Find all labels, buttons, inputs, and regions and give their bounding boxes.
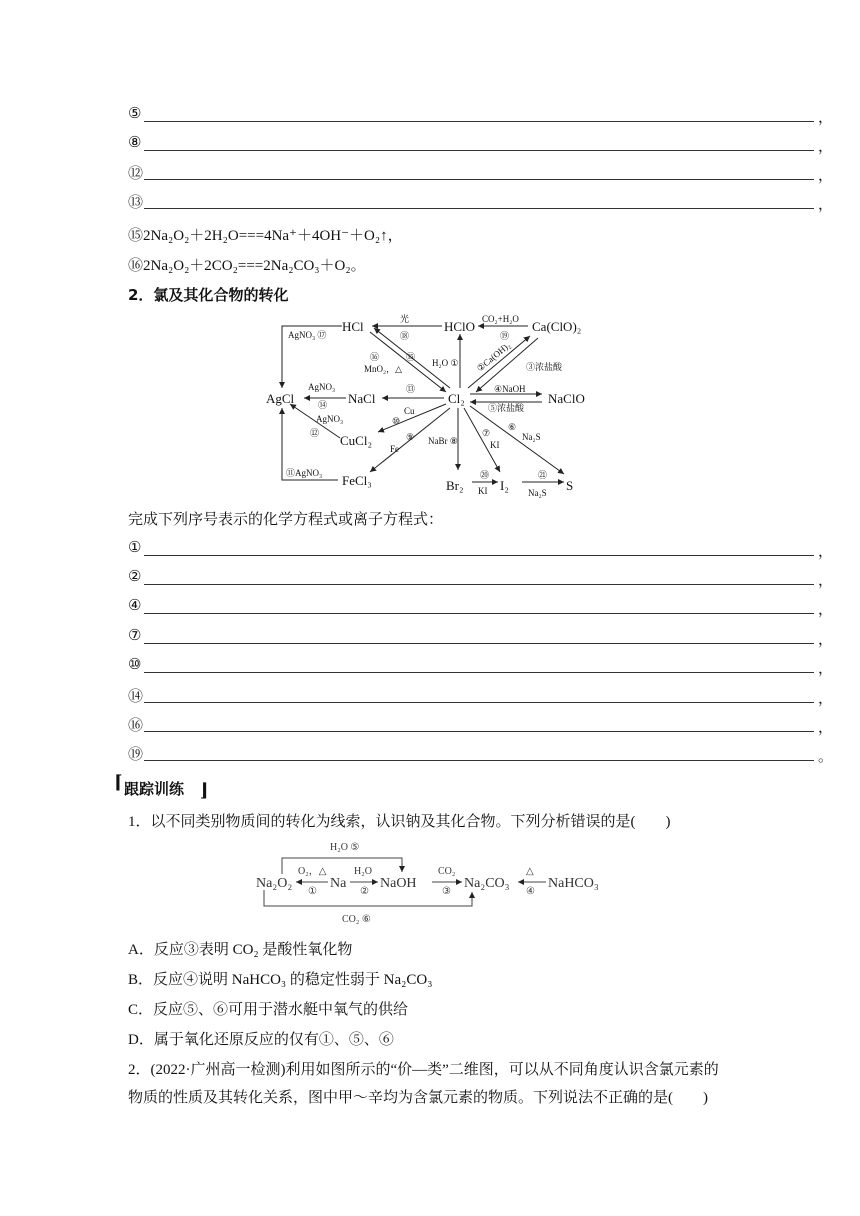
header-bracket-left: ⌈ — [114, 772, 123, 792]
blank-punct: ， — [818, 544, 834, 560]
training-header: 跟踪训练 — [124, 780, 185, 798]
blank-number: ② — [128, 569, 142, 585]
label-co2: CO₂ — [438, 866, 456, 877]
label-h2o-5: H₂O ⑤ — [330, 842, 360, 853]
answer-underline — [144, 584, 814, 585]
blank-line[interactable] — [128, 655, 834, 677]
node-hcl: HCl — [342, 319, 364, 334]
option-d[interactable]: D．属于氧化还原反应的仅有①、⑤、⑥ — [128, 1032, 394, 1048]
label-agno3-12: AgNO₃ — [316, 414, 344, 424]
label-12: ⑫ — [310, 428, 320, 438]
answer-underline — [144, 179, 814, 180]
label-14: ⑭ — [318, 400, 328, 410]
blank-line[interactable] — [128, 191, 834, 213]
blank-number: ⑭ — [128, 689, 144, 705]
blank-number: ⑯ — [128, 718, 144, 734]
label-13: ⑬ — [406, 384, 416, 394]
blank-line[interactable] — [128, 626, 834, 648]
blank-number: ① — [128, 540, 142, 556]
label-o2-heat: O₂，△ — [298, 866, 327, 877]
label-na2s-2: Na₂S — [528, 488, 547, 498]
blank-line[interactable] — [128, 104, 834, 126]
label-20: ⑳ — [480, 470, 490, 480]
label-2: ② — [360, 886, 369, 897]
label-15: ⑮ — [406, 352, 416, 362]
blank-number: ⑬ — [128, 195, 144, 211]
label-mno2: MnO₂，△ — [364, 364, 403, 374]
node-na: Na — [330, 876, 347, 891]
node-nahco3: NaHCO₃ — [548, 876, 599, 891]
answer-underline — [144, 760, 814, 761]
node-br2: Br₂ — [446, 478, 464, 493]
chlorine-conversion-diagram — [260, 312, 600, 500]
label-h2o: H₂O — [354, 866, 372, 877]
node-cl2: Cl₂ — [448, 391, 465, 406]
blank-punct: ， — [818, 720, 834, 736]
blank-punct: ， — [818, 661, 834, 677]
option-b[interactable]: B．反应④说明 NaHCO₃ 的稳定性弱于 Na₂CO₃ — [128, 972, 433, 988]
label-17: AgNO₃ ⑰ — [288, 330, 327, 340]
label-ki: KI — [490, 440, 500, 450]
node-naoh: NaOH — [380, 876, 417, 891]
blank-punct: 。 — [818, 749, 834, 765]
label-agno3-14: AgNO₃ — [308, 382, 336, 392]
blank-line[interactable] — [128, 567, 834, 589]
blank-punct: ， — [818, 139, 834, 155]
node-cucl2: CuCl₂ — [340, 433, 372, 448]
label-4: ④ — [526, 886, 535, 897]
answer-underline — [144, 731, 814, 732]
label-19: ⑲ — [500, 331, 510, 341]
label-7: ⑦ — [482, 428, 491, 438]
equation-15 — [128, 224, 403, 245]
blank-line[interactable] — [128, 538, 834, 560]
equation-number: ⑯ — [128, 258, 144, 274]
blank-number: ⑦ — [128, 628, 142, 644]
equation-number: ⑮ — [128, 228, 144, 244]
blank-punct: ， — [818, 197, 834, 213]
node-s: S — [566, 478, 574, 493]
blank-number: ⑲ — [128, 747, 144, 763]
node-naclo: NaClO — [548, 391, 585, 406]
header-bracket-right: ⌋ — [200, 780, 209, 800]
label-co2-h2o: CO₂+H₂O — [482, 314, 519, 324]
node-na2o2: Na₂O₂ — [256, 876, 293, 891]
node-agcl: AgCl — [266, 391, 295, 406]
blank-punct: ， — [818, 602, 834, 618]
sodium-conversion-diagram — [250, 832, 610, 928]
label-nabr: NaBr ⑧ — [428, 436, 458, 446]
instruction-text: 完成下列序号表示的化学方程式或离子方程式： — [128, 512, 444, 528]
equation-text: 2Na₂O₂＋2H₂O===4Na⁺＋4OH⁻＋O₂↑， — [143, 228, 403, 244]
answer-underline — [144, 672, 814, 673]
label-h2o-1: H₂O ① — [432, 358, 459, 368]
label-fe: Fe — [390, 444, 399, 454]
label-10: ⑩ — [392, 416, 401, 426]
blank-punct: ， — [818, 168, 834, 184]
blank-number: ⑤ — [128, 106, 142, 122]
blank-line[interactable] — [128, 162, 834, 184]
answer-underline — [144, 613, 814, 614]
question-2-line-2: 物质的性质及其转化关系，图中甲～辛均为含氯元素的物质。下列说法不正确的是( ) — [128, 1090, 708, 1106]
label-2: ②Ca(OH)₂ — [474, 340, 513, 374]
answer-underline — [144, 121, 814, 122]
answer-underline — [144, 702, 814, 703]
label-cu: Cu — [404, 406, 415, 416]
blank-line[interactable] — [128, 743, 834, 765]
node-i2: I₂ — [500, 478, 509, 493]
label-6: ⑥ — [508, 422, 517, 432]
node-nacl: NaCl — [348, 391, 376, 406]
equation-text: 2Na₂O₂＋2CO₂===2Na₂CO₃＋O₂。 — [143, 258, 366, 274]
label-11: ⑪AgNO₃ — [286, 468, 323, 478]
blank-line[interactable] — [128, 133, 834, 155]
label-ki-2: KI — [478, 486, 488, 496]
label-na2s: Na₂S — [522, 432, 541, 442]
blank-number: ⑫ — [128, 166, 144, 182]
blank-line[interactable] — [128, 596, 834, 618]
answer-underline — [144, 643, 814, 644]
answer-underline — [144, 555, 814, 556]
node-hclo: HClO — [444, 319, 476, 334]
blank-punct: ， — [818, 632, 834, 648]
blank-number: ⑩ — [128, 657, 142, 673]
blank-punct: ， — [818, 691, 834, 707]
label-16: ⑯ — [370, 352, 380, 362]
blank-line[interactable] — [128, 714, 834, 736]
label-5: ⑤浓盐酸 — [488, 403, 525, 413]
question-1-stem: 1．以不同类别物质间的转化为线索，认识钠及其化合物。下列分析错误的是( ) — [128, 814, 671, 830]
equation-16 — [128, 254, 366, 275]
label-co2-6: CO₂ ⑥ — [342, 914, 371, 925]
node-na2co3: Na₂CO₃ — [464, 876, 510, 891]
blank-line[interactable] — [128, 685, 834, 707]
option-c[interactable]: C．反应⑤、⑥可用于潜水艇中氧气的供给 — [128, 1002, 409, 1018]
blank-number: ④ — [128, 598, 142, 614]
node-fecl3: FeCl₃ — [342, 473, 372, 488]
answer-underline — [144, 150, 814, 151]
label-light: 光 — [400, 314, 410, 324]
blank-punct: ， — [818, 573, 834, 589]
label-21: ㉑ — [538, 470, 548, 480]
question-2-line-1: 2．(2022·广州高一检测)利用如图所示的“价—类”二维图，可以从不同角度认识含氯元素的 — [128, 1062, 719, 1078]
label-3: ③浓盐酸 — [526, 362, 563, 372]
blank-number: ⑧ — [128, 135, 142, 151]
label-9: ⑨ — [406, 432, 415, 442]
node-ca-clo2: Ca(ClO)₂ — [532, 319, 582, 334]
section-title: 2．氯及其化合物的转化 — [128, 286, 289, 304]
answer-underline — [144, 208, 814, 209]
blank-punct: ， — [818, 110, 834, 126]
option-a[interactable]: A．反应③表明 CO₂ 是酸性氧化物 — [128, 942, 353, 958]
label-1: ① — [308, 886, 317, 897]
label-4: ④NaOH — [494, 384, 526, 394]
label-18: ⑱ — [400, 331, 410, 341]
label-3: ③ — [442, 886, 451, 897]
label-heat: △ — [526, 866, 534, 877]
